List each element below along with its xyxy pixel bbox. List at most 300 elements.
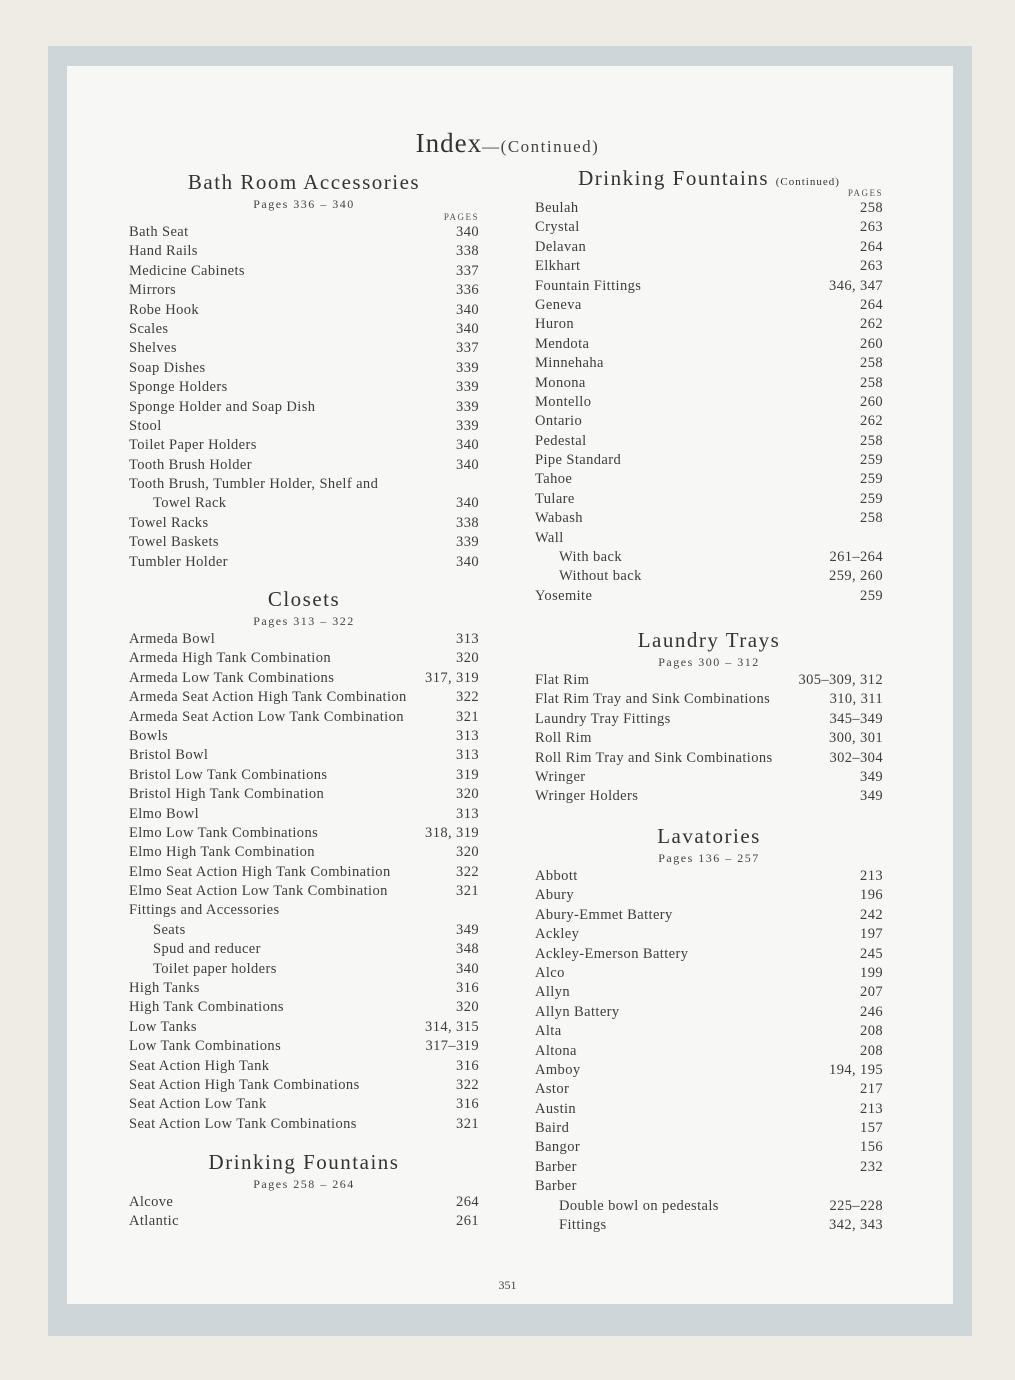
entry-label: Elmo Bowl [129, 805, 200, 822]
entry-label: Alcove [129, 1194, 174, 1210]
section-title: Lavatories [657, 824, 761, 848]
index-entry [129, 378, 479, 397]
entry-pages: 340 [456, 456, 479, 473]
entry-pages: 242 [860, 906, 883, 923]
section-title: Laundry Trays [637, 628, 781, 652]
entry-label: Elkhart [535, 258, 581, 275]
index-entry [129, 436, 479, 455]
index-entry [535, 1061, 883, 1080]
entry-pages: 339 [456, 534, 479, 551]
index-entry [129, 533, 479, 552]
index-entry [129, 688, 479, 707]
index-entry [129, 805, 479, 824]
entry-label: Tumbler Holder [129, 553, 228, 570]
entry-label: Stool [129, 417, 162, 434]
entry-label: Bristol High Tank Combination [129, 786, 325, 803]
entry-label: Roll Rim [535, 730, 592, 747]
entry-pages: 258 [860, 510, 883, 527]
index-entry [129, 901, 479, 920]
index-entry [129, 242, 479, 261]
index-entry [129, 281, 479, 300]
entry-label: Geneva [535, 296, 582, 313]
entry-pages: 225–228 [829, 1197, 883, 1214]
index-entry [535, 945, 883, 964]
entry-pages: 340 [456, 495, 479, 512]
drinking-fountains-continued-section [535, 166, 883, 606]
entry-pages: 207 [860, 984, 883, 1001]
entry-label: Seats [153, 921, 186, 938]
entry-pages: 232 [860, 1158, 883, 1175]
entry-label: Allyn [535, 984, 571, 1001]
entry-pages: 317–319 [425, 1038, 479, 1055]
entry-pages: 338 [456, 514, 479, 531]
index-entry [535, 296, 883, 315]
index-list [535, 199, 883, 606]
index-entry [535, 768, 883, 787]
entry-label: Wall [535, 529, 564, 546]
entry-pages: 313 [456, 631, 479, 647]
index-entry [129, 960, 479, 979]
entry-pages: 259 [860, 471, 883, 488]
entry-label: Delavan [535, 238, 587, 255]
section-title-text: Drinking Fountains [578, 166, 769, 190]
entry-pages: 310, 311 [829, 691, 883, 708]
entry-label: Fittings [559, 1217, 607, 1234]
index-entry [535, 1100, 883, 1119]
entry-pages: 316 [456, 1096, 479, 1113]
index-entry [535, 1003, 883, 1022]
entry-pages: 300, 301 [829, 730, 883, 747]
entry-pages: 262 [860, 413, 883, 430]
index-entry [535, 867, 883, 886]
index-entry [129, 494, 479, 513]
entry-pages: 217 [860, 1081, 883, 1098]
entry-pages: 208 [860, 1023, 883, 1040]
entry-label: Scales [129, 320, 169, 337]
entry-label: Tooth Brush Holder [129, 456, 252, 473]
entry-label: Seat Action High Tank [129, 1057, 270, 1074]
index-list [535, 671, 883, 807]
entry-label: Bristol Low Tank Combinations [129, 766, 328, 783]
entry-pages: 320 [456, 786, 479, 803]
index-entry [129, 1193, 479, 1212]
entry-label: Tooth Brush, Tumbler Holder, Shelf and [129, 476, 379, 493]
index-entry [129, 1076, 479, 1095]
section-title: Closets [267, 587, 341, 611]
index-entry [535, 710, 883, 729]
entry-pages: 259 [860, 490, 883, 507]
index-entry [535, 374, 883, 393]
entry-pages: 264 [860, 238, 883, 255]
entry-label: Minnehaha [535, 355, 604, 372]
pages-column-label: PAGES [847, 188, 883, 198]
index-entry [535, 451, 883, 470]
index-entry [129, 223, 479, 242]
section-title: Drinking Fountains [208, 1150, 400, 1174]
index-entry [535, 567, 883, 586]
index-entry [129, 398, 479, 417]
index-entry [129, 630, 479, 649]
entry-pages: 322 [456, 863, 479, 880]
entry-label: Armeda High Tank Combination [129, 650, 332, 667]
index-entry [129, 553, 479, 572]
index-entry [129, 417, 479, 436]
entry-pages: 259 [860, 452, 883, 469]
index-entry [129, 727, 479, 746]
entry-pages: 258 [860, 374, 883, 391]
entry-pages: 258 [860, 432, 883, 449]
index-entry [129, 1037, 479, 1056]
index-entry [129, 1018, 479, 1037]
index-entry [535, 257, 883, 276]
entry-pages: 319 [456, 766, 479, 783]
entry-label: Towel Rack [153, 495, 227, 512]
title-continued: (Continued) [500, 137, 600, 156]
entry-label: Allyn Battery [535, 1003, 620, 1020]
entry-label: Huron [535, 316, 575, 333]
section-continued: (Continued) [775, 176, 840, 188]
entry-pages: 348 [456, 941, 479, 958]
entry-label: Altona [535, 1042, 577, 1059]
index-entry [129, 1115, 479, 1134]
entry-label: Tulare [535, 490, 575, 507]
entry-pages: 321 [456, 708, 479, 725]
entry-label: Ackley-Emerson Battery [535, 945, 689, 962]
index-entry [535, 886, 883, 905]
entry-label: Bristol Bowl [129, 747, 209, 764]
entry-label: Alco [535, 964, 565, 981]
entry-label: Without back [559, 568, 642, 585]
index-entry [535, 199, 883, 218]
entry-pages: 302–304 [829, 749, 883, 766]
index-entry [535, 671, 883, 690]
entry-label: Low Tank Combinations [129, 1038, 282, 1055]
index-entry [129, 359, 479, 378]
index-entry [129, 708, 479, 727]
entry-pages: 340 [456, 301, 479, 318]
entry-pages: 340 [456, 224, 479, 240]
entry-label: Elmo Seat Action High Tank Combination [129, 863, 391, 880]
entry-label: Austin [535, 1100, 577, 1117]
index-entry [129, 1095, 479, 1114]
entry-label: Robe Hook [129, 301, 200, 318]
entry-label: Elmo Seat Action Low Tank Combination [129, 883, 388, 900]
index-entry [535, 1080, 883, 1099]
entry-pages: 336 [456, 282, 479, 299]
drinking-fountains-section [129, 1148, 479, 1232]
index-entry [535, 1119, 883, 1138]
index-entry [535, 335, 883, 354]
entry-pages: 339 [456, 359, 479, 376]
entry-pages: 321 [456, 1115, 479, 1132]
entry-pages: 340 [456, 437, 479, 454]
index-entry [129, 320, 479, 339]
entry-label: Alta [535, 1023, 562, 1040]
index-entry [535, 964, 883, 983]
entry-pages: 197 [860, 926, 883, 943]
entry-label: Fittings and Accessories [129, 902, 280, 919]
entry-pages: 258 [860, 200, 883, 216]
entry-label: With back [559, 549, 623, 566]
entry-pages: 314, 315 [425, 1018, 479, 1035]
entry-label: Pipe Standard [535, 452, 622, 469]
entry-label: Soap Dishes [129, 359, 206, 376]
entry-label: Sponge Holder and Soap Dish [129, 398, 316, 415]
entry-pages: 262 [860, 316, 883, 333]
entry-label: Montello [535, 393, 592, 410]
entry-label: Toilet Paper Holders [129, 437, 257, 454]
entry-pages: 245 [860, 945, 883, 962]
entry-label: Sponge Holders [129, 379, 228, 396]
entry-label: Elmo High Tank Combination [129, 844, 315, 861]
entry-pages: 313 [456, 747, 479, 764]
entry-label: Wringer Holders [535, 788, 639, 805]
index-entry [535, 983, 883, 1002]
entry-label: Laundry Tray Fittings [535, 710, 671, 727]
index-entry [535, 690, 883, 709]
entry-pages: 199 [860, 964, 883, 981]
entry-pages: 339 [456, 417, 479, 434]
entry-label: Baird [535, 1120, 570, 1137]
entry-pages: 320 [456, 844, 479, 861]
page-title [0, 128, 1015, 159]
entry-label: Barber [535, 1158, 577, 1175]
entry-label: Crystal [535, 219, 580, 236]
index-entry [129, 339, 479, 358]
entry-label: Hand Rails [129, 243, 198, 260]
index-entry [129, 863, 479, 882]
pages-column-label: PAGES [443, 212, 479, 222]
entry-label: High Tank Combinations [129, 999, 284, 1016]
entry-label: Bangor [535, 1139, 581, 1156]
index-entry [129, 475, 479, 494]
bath-room-section [129, 168, 479, 572]
entry-pages: 264 [860, 296, 883, 313]
title-dash: — [482, 137, 501, 156]
entry-pages: 316 [456, 1057, 479, 1074]
title-text: Index [415, 128, 483, 158]
index-entry [129, 1212, 479, 1231]
entry-pages: 259, 260 [829, 568, 883, 585]
entry-label: Low Tanks [129, 1018, 197, 1035]
entry-label: Astor [535, 1081, 570, 1098]
entry-label: Bath Seat [129, 224, 189, 240]
section-pages: Pages 313 – 322 [253, 614, 355, 628]
index-entry [129, 746, 479, 765]
entry-pages: 340 [456, 960, 479, 977]
lavatories-section [535, 822, 883, 1235]
entry-pages: 263 [860, 219, 883, 236]
entry-label: Barber [535, 1178, 577, 1195]
index-entry [535, 1216, 883, 1235]
entry-pages: 260 [860, 335, 883, 352]
index-entry [535, 277, 883, 296]
entry-pages: 318, 319 [425, 824, 479, 841]
index-entry [129, 456, 479, 475]
entry-label: Amboy [535, 1061, 581, 1078]
entry-pages: 316 [456, 980, 479, 997]
entry-pages: 320 [456, 999, 479, 1016]
entry-label: Armeda Bowl [129, 631, 216, 647]
entry-pages: 258 [860, 355, 883, 372]
index-list [129, 223, 479, 572]
index-entry [129, 882, 479, 901]
index-entry [535, 490, 883, 509]
index-entry [535, 509, 883, 528]
entry-label: Mirrors [129, 282, 177, 299]
entry-label: Toilet paper holders [153, 960, 277, 977]
entry-label: Elmo Low Tank Combinations [129, 824, 319, 841]
entry-pages: 340 [456, 553, 479, 570]
index-entry [535, 529, 883, 548]
section-pages: Pages 336 – 340 [253, 197, 355, 211]
index-entry [129, 979, 479, 998]
index-entry [129, 940, 479, 959]
entry-label: Monona [535, 374, 586, 391]
entry-label: Atlantic [129, 1213, 179, 1230]
entry-pages: 263 [860, 258, 883, 275]
index-entry [535, 925, 883, 944]
entry-pages: 194, 195 [829, 1061, 883, 1078]
index-entry [129, 998, 479, 1017]
entry-label: Yosemite [535, 587, 593, 604]
index-entry [129, 669, 479, 688]
entry-label: Wringer [535, 768, 586, 785]
entry-label: Seat Action Low Tank Combinations [129, 1115, 357, 1132]
entry-pages: 321 [456, 883, 479, 900]
index-entry [129, 301, 479, 320]
entry-pages: 322 [456, 689, 479, 706]
entry-label: Seat Action High Tank Combinations [129, 1076, 360, 1093]
index-entry [535, 1197, 883, 1216]
index-entry [129, 843, 479, 862]
entry-label: Towel Baskets [129, 534, 219, 551]
entry-label: Armeda Seat Action High Tank Combination [129, 689, 407, 706]
laundry-trays-section [535, 626, 883, 807]
entry-pages: 208 [860, 1042, 883, 1059]
entry-label: Armeda Seat Action Low Tank Combination [129, 708, 404, 725]
entry-pages: 213 [860, 868, 883, 884]
entry-pages: 322 [456, 1076, 479, 1093]
entry-label: Mendota [535, 335, 590, 352]
entry-label: Flat Rim Tray and Sink Combinations [535, 691, 771, 708]
entry-pages: 313 [456, 805, 479, 822]
index-entry [129, 262, 479, 281]
index-entry [535, 412, 883, 431]
entry-label: Pedestal [535, 432, 587, 449]
index-entry [535, 354, 883, 373]
index-entry [535, 470, 883, 489]
entry-pages: 317, 319 [425, 669, 479, 686]
index-entry [535, 1138, 883, 1157]
section-title [535, 166, 883, 190]
section-pages: Pages 258 – 264 [253, 1177, 355, 1191]
index-entry [129, 824, 479, 843]
entry-label: Towel Racks [129, 514, 209, 531]
section-pages: Pages 136 – 257 [658, 851, 760, 865]
index-entry [535, 315, 883, 334]
entry-pages: 261–264 [829, 549, 883, 566]
entry-label: Ontario [535, 413, 583, 430]
entry-pages: 337 [456, 262, 479, 279]
index-entry [535, 1022, 883, 1041]
entry-pages: 264 [456, 1194, 479, 1210]
index-entry [535, 1042, 883, 1061]
entry-label: Roll Rim Tray and Sink Combinations [535, 749, 773, 766]
entry-pages: 260 [860, 393, 883, 410]
entry-pages: 196 [860, 887, 883, 904]
index-entry [535, 749, 883, 768]
entry-pages: 338 [456, 243, 479, 260]
entry-pages: 340 [456, 320, 479, 337]
index-entry [535, 218, 883, 237]
index-entry [129, 1057, 479, 1076]
index-entry [535, 238, 883, 257]
entry-label: Bowls [129, 727, 169, 744]
entry-label: Seat Action Low Tank [129, 1096, 267, 1113]
section-pages: Pages 300 – 312 [658, 655, 760, 669]
entry-pages: 246 [860, 1003, 883, 1020]
entry-pages: 349 [860, 788, 883, 805]
entry-pages: 157 [860, 1120, 883, 1137]
index-entry [535, 548, 883, 567]
index-entry [535, 1158, 883, 1177]
index-entry [535, 1177, 883, 1196]
section-title: Bath Room Accessories [187, 170, 421, 194]
index-list [129, 1193, 479, 1232]
index-list [535, 867, 883, 1235]
entry-label: Spud and reducer [153, 941, 261, 958]
entry-pages: 313 [456, 727, 479, 744]
index-entry [535, 729, 883, 748]
entry-label: Tahoe [535, 471, 573, 488]
entry-pages: 259 [860, 587, 883, 604]
entry-label: Beulah [535, 200, 579, 216]
index-entry [129, 785, 479, 804]
entry-label: Shelves [129, 340, 177, 357]
entry-label: Fountain Fittings [535, 277, 642, 294]
index-entry [535, 432, 883, 451]
entry-pages: 339 [456, 379, 479, 396]
entry-label: Double bowl on pedestals [559, 1197, 719, 1214]
entry-pages: 213 [860, 1100, 883, 1117]
entry-label: Flat Rim [535, 672, 590, 688]
index-entry [535, 906, 883, 925]
index-list [129, 630, 479, 1134]
entry-label: Medicine Cabinets [129, 262, 245, 279]
entry-pages: 339 [456, 398, 479, 415]
entry-pages: 342, 343 [829, 1217, 883, 1234]
index-entry [129, 921, 479, 940]
entry-label: High Tanks [129, 980, 200, 997]
entry-label: Abbott [535, 868, 578, 884]
closets-section [129, 585, 479, 1134]
entry-pages: 156 [860, 1139, 883, 1156]
index-entry [129, 514, 479, 533]
entry-pages: 345–349 [829, 710, 883, 727]
entry-label: Armeda Low Tank Combinations [129, 669, 335, 686]
entry-pages: 320 [456, 650, 479, 667]
entry-pages: 337 [456, 340, 479, 357]
index-entry [129, 766, 479, 785]
entry-label: Abury [535, 887, 575, 904]
entry-label: Ackley [535, 926, 580, 943]
entry-label: Abury-Emmet Battery [535, 906, 673, 923]
entry-label: Wabash [535, 510, 583, 527]
entry-pages: 349 [860, 768, 883, 785]
entry-pages: 346, 347 [829, 277, 883, 294]
entry-pages: 349 [456, 921, 479, 938]
